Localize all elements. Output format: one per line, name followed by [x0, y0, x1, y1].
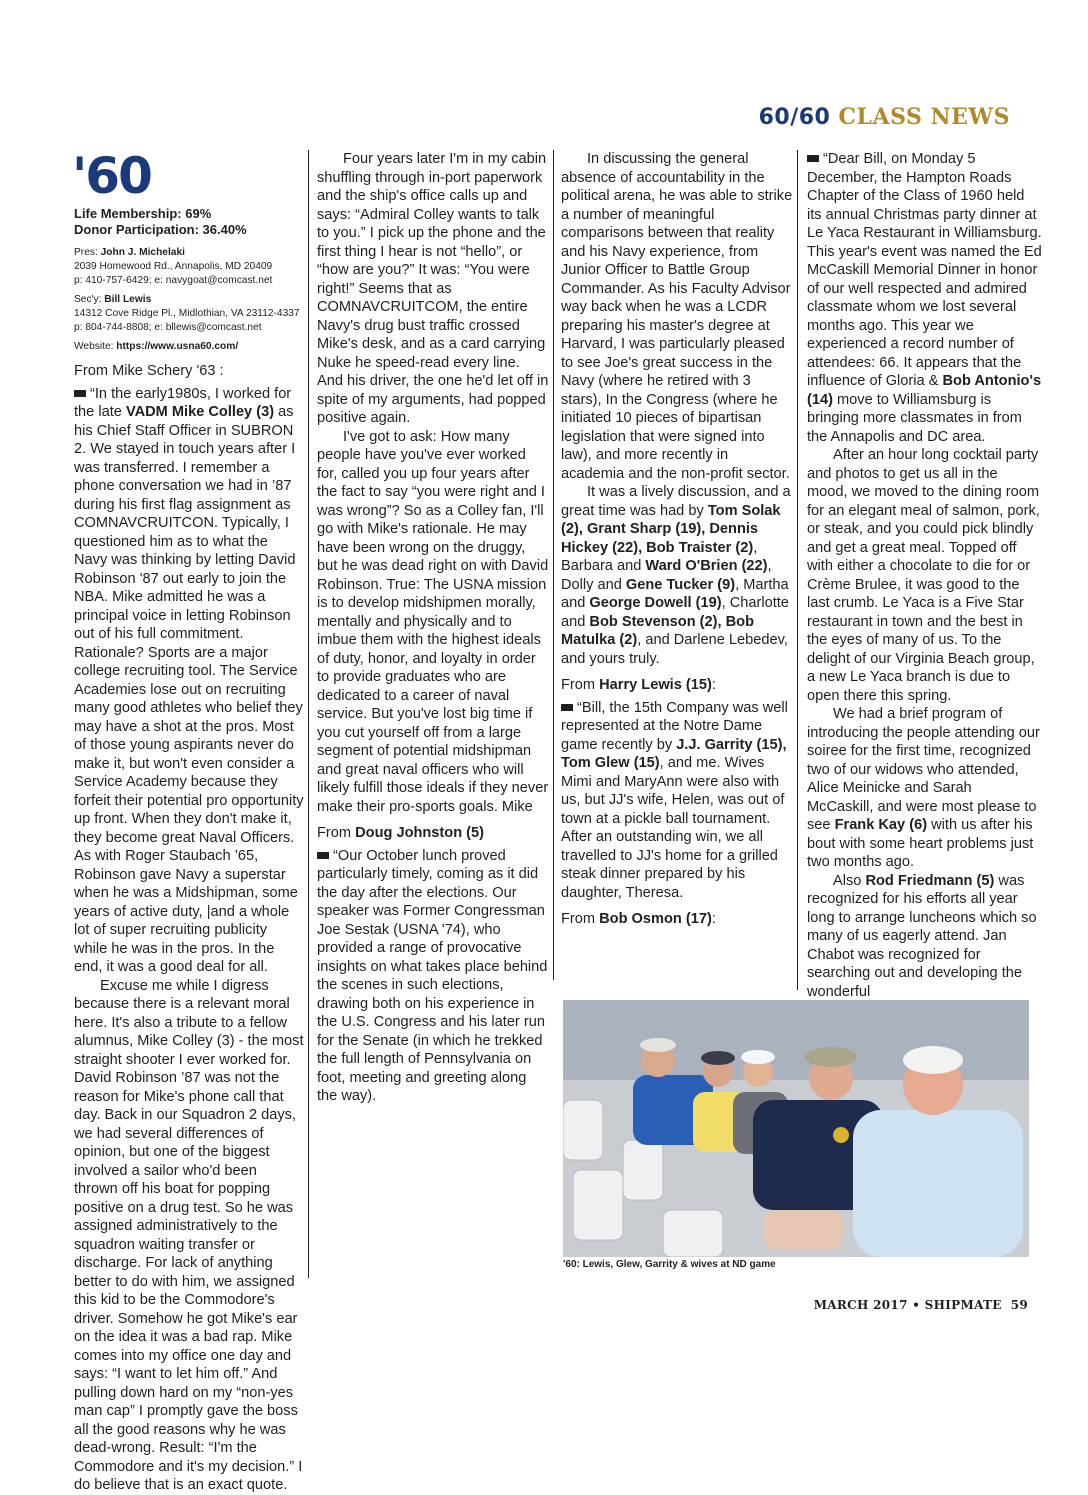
text-run: was recognized for his efforts all year long to arrange luncheons which so many of us eagerly attend. Jan Chabot was recognized for searching out and developing the wonderful — [807, 872, 1037, 1000]
text-run: It was a lively discussion, and a great time was had by — [561, 484, 791, 519]
section-header — [759, 104, 1010, 130]
class-photo[interactable] — [563, 1000, 1029, 1257]
column-3 — [561, 150, 793, 933]
column-divider — [553, 150, 554, 980]
classmate-name: George Dowell (19) — [589, 595, 722, 611]
column-divider — [308, 150, 309, 1278]
president-phone-email[interactable]: p: 410-757-6429; e: navygoat@comcast.net — [74, 275, 273, 286]
secretary-address: 14312 Cove Ridge Pl., Midlothian, VA 23112-4337 — [74, 308, 300, 319]
president-contact — [74, 246, 304, 288]
text-run: , Martha and — [561, 576, 789, 611]
from-schery: From Mike Schery '63 : — [74, 363, 224, 379]
schery-paragraph-3: Four years later I'm in my cabin shuffling through in-port paperwork and the ship's office calls up and says: “Admiral Colley wants to talk to you.” I pick up the phone and the first thing I hear is not “hello”, or “how are you?” It was: “You were right!” Seems that as COMNAVCRUITCOM, the entire Navy's drug bust traffic crossed Mike's desk, and as a card carrying Nuke he speed-read every line. And his driver, the one he'd let off in spite of my arguments, had popped positive again. — [317, 151, 549, 426]
section-title: CLASS NEWS — [838, 104, 1010, 130]
text-run: , and Darlene Lebedev, and yours truly. — [561, 632, 788, 667]
text-run: , and me. Wives Mimi and MaryAnn were also with us, but JJ's wife, Helen, was out of town at a pickle ball tournament. After an outstanding win, we all travelled to JJ's home for a grilled steak dinner prepared by his daughter, Theresa. — [561, 755, 785, 901]
class-stats — [74, 206, 304, 238]
president-name: John J. Michelaki — [100, 247, 185, 258]
bullet-icon — [561, 704, 573, 711]
johnston-paragraph-2: In discussing the general absence of accountability in the political arena, he was able to strike a number of meaningful comparisons between that reality and his Navy experience, from Junior Officer to Battle Group Commander. As his Faculty Advisor way back when he was a LCDR preparing his master's degree at Harvard, I was particularly pleased to see Joe's great success in the Navy (where he retired with 3 stars), In the Congress (where he initiated 10 pieces of bipartisan legislation that were signed into law), and more recently in academia and the non-profit sector. — [561, 151, 793, 482]
lewis-paragraph-1 — [561, 699, 793, 903]
publication-name: SHIPMATE — [924, 1298, 1002, 1312]
text-run: move to Williamsburg is bringing more classmates in from the Annapolis and DC area. — [807, 391, 1022, 445]
president-address: 2039 Homewood Rd., Annapolis, MD 20409 — [74, 261, 273, 272]
text-run: , Barbara and — [561, 539, 758, 574]
column-4 — [807, 150, 1042, 1001]
secretary-contact — [74, 293, 304, 335]
life-membership: Life Membership: 69% — [74, 206, 212, 221]
from-johnston: From Doug Johnston (5) — [317, 825, 485, 841]
classmate-name: J.J. Garrity (15), Tom Glew (15) — [561, 736, 787, 771]
president-label: Pres: — [74, 247, 101, 258]
osmon-paragraph-4 — [807, 872, 1042, 1002]
donor-participation: Donor Participation: 36.40% — [74, 222, 247, 237]
classmate-name: Rod Friedmann (5) — [865, 872, 995, 889]
photo-illustration — [563, 1000, 1029, 1257]
classmate-name: Tom Solak (2), Grant Sharp (19), Dennis Hickey (22), Bob Traister (2) — [561, 502, 781, 556]
bullet-icon — [807, 155, 819, 162]
website-label: Website: — [74, 341, 117, 352]
classmate-name: Gene Tucker (9) — [625, 576, 736, 593]
website-link[interactable]: https://www.usna60.com/ — [116, 341, 239, 352]
schery-paragraph-1: “In the early1980s, I worked for the late VADM Mike Colley (3) as his Chief Staff Officer in SUBRON 2. We stayed in touch years after I was transferred. I remember a phone conversation we had in ’87 during his first flag assignment as COMNAVCRUITCON. Typically, I questioned him as to what the Navy was thinking by letting David Robinson '87 out early to join the NBA. Mike admitted he was a principal voice in letting Robinson out of his full commitment. Rationale? Sports are a major college recruiting tool. The Service Academies lose out on recruiting many good athletes who belief they may have a shot at the pros. Most of those young aspirants never do make it, but won't even consider a Service Academy because they forfeit their potential pro opportunity up front. When they don't make it, they become great Naval Officers. As with Roger Staubach ’65, Robinson gave Navy a superstar when he was a Midshipman, some years of active duty, |and a whole lot of super recruiting publicity while he was in the pros. In the end, it was a good deal for all. — [74, 385, 304, 975]
text-run: , Charlotte and — [561, 595, 789, 630]
page-footer — [814, 1298, 1028, 1312]
text-run: Also — [833, 872, 866, 889]
classmate-name: Bob Antonio's (14) — [807, 373, 1042, 408]
section-number: 60/60 — [758, 105, 831, 130]
text-run: with us after his bout with some heart problems just two months ago. — [807, 817, 1034, 870]
schery-paragraph-2: Excuse me while I digress because there is a relevant moral here. It's also a tribute to a fellow alumnus, Mike Colley (3) - the most straight shooter I ever worked for. David Robinson ’87 was not the reason for Mike's phone call that day. Back in our Squadron 2 days, we had several differences of opinion, but one of the biggest involved a sailor who'd been thrown off his boat for popping positive on a drug test. So he was assigned administratively to the squadron waiting transfer or discharge. For lack of anything better to do with him, we assigned this kid to be the Commodore's driver. Somehow he got Mike's ear on the idea it was a bad rap. Mike comes into my office one day and says: “I want to let him off.” And pulling down hard on my “non-yes man cap” I promptly gave the boss all the good reasons why he was dead-wrong. Result: “I'm the Commodore and it's my decision.” I do believe that is an exact quote. — [74, 977, 304, 1493]
text-run: “Dear Bill, on Monday 5 December, the Hampton Roads Chapter of the Class of 1960 held its annual Christmas party dinner at Le Yaca Restaurant in Williamsburg. This year's event was named the Ed McCaskill Memorial Dinner in honor of our well respected and admired classmate whom we lost several months ago. This year we experienced a record number of attendees: 66. It appears that the influence of Gloria & — [807, 151, 1042, 389]
class-year: '60 — [72, 147, 151, 205]
from-lewis: From Harry Lewis (15): — [561, 677, 716, 693]
text-run: “Bill, the 15th Company was well represented at the Notre Dame game recently by — [561, 699, 788, 753]
classmate-name: Bob Stevenson (2), Bob Matulka (2) — [561, 613, 754, 648]
classmate-name: Ward O'Brien (22) — [645, 558, 768, 574]
text-run: , Dolly and — [561, 558, 772, 593]
bullet-icon — [74, 390, 86, 397]
secretary-phone-email[interactable]: p: 804-744-8808; e: bllewis@comcast.net — [74, 322, 262, 333]
johnston-paragraph-1: “Our October lunch proved particularly timely, coming as it did the day after the elections. Our speaker was Former Congressman Joe Sestak (USNA '74), who provided a range of provocative insights on what takes place behind the scenes in such elections, drawing both on his experience in the U.S. Congress and his later run for the Senate (in which he trekked the full length of Pennsylvania on foot, meeting and greeting along the way). — [317, 847, 548, 1104]
bullet-icon — [317, 852, 329, 859]
from-osmon: From Bob Osmon (17): — [561, 911, 716, 927]
osmon-paragraph-3 — [807, 705, 1042, 872]
secretary-name: Bill Lewis — [104, 294, 152, 305]
column-divider — [797, 150, 798, 990]
page-number: 59 — [1010, 1298, 1028, 1312]
schery-paragraph-4: I've got to ask: How many people have you've ever worked for, called you up four years after the fact to say “you were right and I was wrong”? So as a Colley fan, I'll go with Mike's rationale. He may have been wrong on the druggy, but he was dead right on with David Robinson. True: The USNA mission is to develop midshipmen morally, mentally and physically and to imbue them with the highest ideals of duty, honor, and loyalty in order to provide graduates who are dedicated to a career of naval service. But you've lost big time if you cut yourself off from a large segment of potential midshipman and great naval officers who will likely fulfill those ideals if they never make their pro-sports goals. Mike — [317, 428, 549, 815]
column-1 — [72, 147, 304, 1495]
secretary-label: Sec'y: — [74, 294, 105, 305]
osmon-paragraph-2: After an hour long cocktail party and photos to get us all in the mood, we moved to the dining room for an elegant meal of salmon, pork, or steak, and you could pick blindly and get a great meal. Topped off with either a chocolate to die for or Crème Brulee, it was good to the last crumb. Le Yaca is a Five Star restaurant in town and the best in the eyes of many of us. To the delight of our Virginia Beach group, a new Le Yaca branch is due to open there this spring. — [807, 447, 1040, 704]
classmate-name: Frank Kay (6) — [834, 817, 928, 833]
johnston-paragraph-3 — [561, 483, 793, 668]
text-run: We had a brief program of introducing the people attending our soiree for the first time, recognized two of our widows who attended, Alice Meinicke and Sarah McCaskill, and were most please to see — [807, 706, 1040, 833]
footer-separator: • — [907, 1298, 925, 1312]
website — [74, 340, 304, 354]
osmon-paragraph-1 — [807, 150, 1042, 446]
photo-caption: '60: Lewis, Glew, Garrity & wives at ND game — [563, 1259, 776, 1270]
column-2 — [317, 150, 549, 1106]
issue-date: MARCH 2017 — [813, 1298, 908, 1312]
